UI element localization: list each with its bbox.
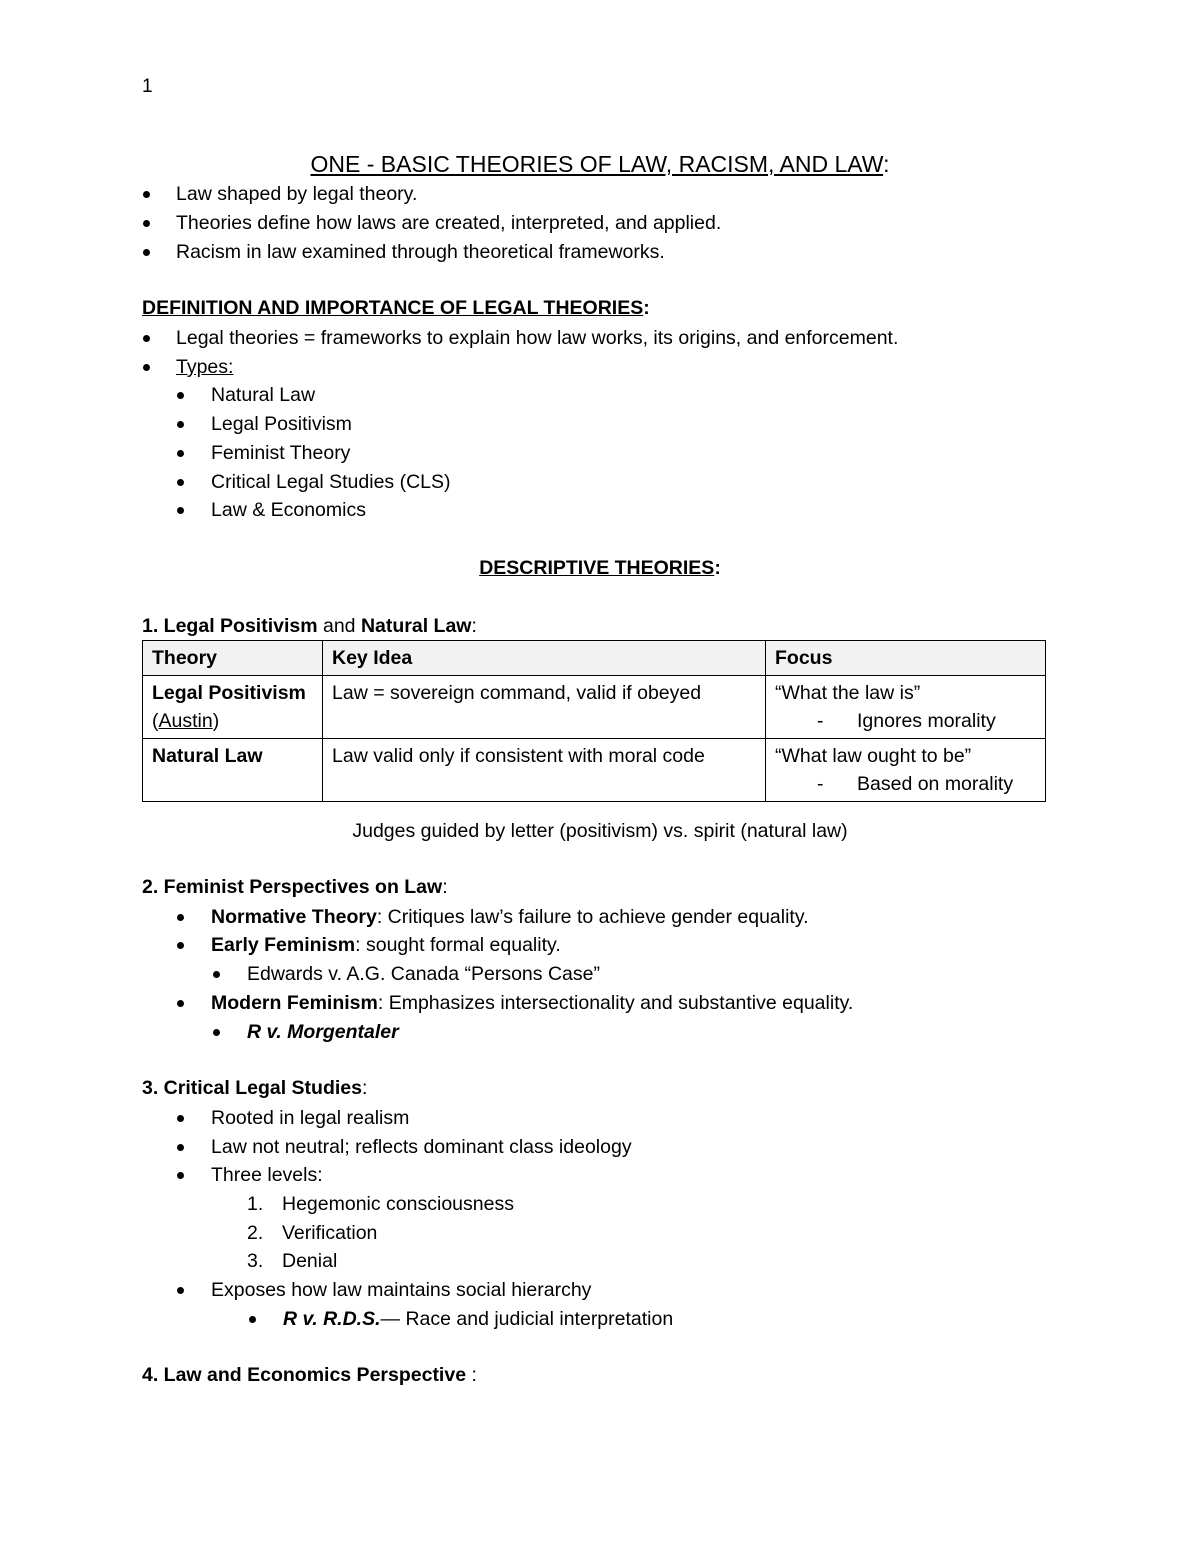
section2-heading-text: 2. Feminist Perspectives on Law (142, 876, 443, 898)
definition-bullet: Legal theories = frameworks to explain how law works, its origins, and enforcement. (176, 327, 899, 349)
level-number: 2. (247, 1222, 264, 1244)
intro-bullet: Racism in law examined through theoretical frameworks. (176, 241, 665, 263)
bullet-icon (177, 1115, 184, 1122)
page-number: 1 (142, 76, 153, 97)
table-row (143, 676, 1046, 739)
focus-text: “What law ought to be” (775, 745, 972, 767)
bullet-icon (213, 971, 220, 978)
bullet-icon (249, 1316, 256, 1323)
cls-item: Exposes how law maintains social hierarchy (211, 1279, 592, 1301)
focus-sub-item: - Ignores morality (817, 710, 996, 732)
bullet-icon (177, 479, 184, 486)
section2-heading: 2. Feminist Perspectives on Law: (142, 876, 448, 898)
section1-heading-part: and (317, 615, 361, 637)
level-item: Hegemonic consciousness (282, 1193, 514, 1215)
feminism-term: Modern Feminism (211, 992, 378, 1014)
type-item: Legal Positivism (211, 413, 352, 435)
section1-heading: 1. Legal Positivism and Natural Law: (142, 615, 477, 637)
section1-heading-part: 1. Legal Positivism (142, 615, 318, 637)
section4-suffix: : (466, 1364, 477, 1386)
cls-item: Rooted in legal realism (211, 1107, 410, 1129)
table-header-cell: Focus (766, 641, 1046, 676)
table-header-row (143, 641, 1046, 676)
theory-name: Legal Positivism (152, 682, 306, 704)
case-text: — Race and judicial interpretation (380, 1308, 674, 1330)
focus-sub-text: Based on morality (857, 773, 1014, 795)
type-item: Critical Legal Studies (CLS) (211, 471, 451, 493)
section4-heading-text: 4. Law and Economics Perspective (142, 1364, 467, 1386)
bullet-icon (177, 1000, 184, 1007)
type-item: Natural Law (211, 384, 316, 406)
bullet-icon (177, 450, 184, 457)
bullet-icon (177, 914, 184, 921)
bullet-icon (177, 942, 184, 949)
bullet-icon (177, 392, 184, 399)
feminism-item (211, 908, 809, 928)
section1-heading-part: Natural Law (360, 615, 472, 637)
case-item: Edwards v. A.G. Canada “Persons Case” (247, 963, 600, 985)
intro-bullet: Theories define how laws are created, interpreted, and applied. (176, 212, 722, 234)
theory-cell: Legal Positivism (Austin) (143, 676, 323, 739)
feminism-text: : Emphasizes intersectionality and substantive equality. (377, 992, 854, 1014)
case-item (283, 1310, 673, 1330)
feminism-text: : Critiques law’s failure to achieve gender equality. (376, 906, 809, 928)
bullet-icon (177, 1172, 184, 1179)
feminism-term: Early Feminism (211, 934, 356, 956)
definition-heading-text: DEFINITION AND IMPORTANCE OF LEGAL THEORIES (142, 297, 644, 319)
case-item: R v. Morgentaler (247, 1021, 399, 1043)
section4-heading (142, 1366, 477, 1386)
feminism-item (211, 936, 561, 956)
title-text: ONE - BASIC THEORIES OF LAW, RACISM, AND LAW (310, 151, 884, 177)
theories-table (142, 640, 1046, 802)
theory-author: Austin (158, 710, 213, 732)
bullet-icon (177, 1144, 184, 1151)
descriptive-heading-text: DESCRIPTIVE THEORIES (479, 557, 715, 579)
type-item: Law & Economics (211, 499, 366, 521)
type-item: Feminist Theory (211, 442, 351, 464)
intro-bullet: Law shaped by legal theory. (176, 183, 418, 205)
definition-heading: DEFINITION AND IMPORTANCE OF LEGAL THEORIES: (142, 297, 650, 319)
section3-heading-text: 3. Critical Legal Studies (142, 1077, 362, 1099)
feminism-item (211, 994, 853, 1014)
table-row (143, 739, 1046, 802)
types-label: Types: (176, 356, 234, 378)
case-name: R v. R.D.S. (283, 1308, 381, 1330)
focus-sub-item: - Based on morality (817, 773, 1014, 795)
document-title: ONE - BASIC THEORIES OF LAW, RACISM, AND LAW: (310, 151, 890, 177)
bullet-icon (143, 364, 150, 371)
section3-heading: 3. Critical Legal Studies: (142, 1077, 368, 1099)
cls-item: Three levels: (211, 1164, 323, 1186)
bullet-icon (143, 249, 150, 256)
key-idea-cell: Law = sovereign command, valid if obeyed (323, 676, 766, 739)
focus-sub-text: Ignores morality (857, 710, 996, 732)
bullet-icon (177, 507, 184, 514)
level-number: 3. (247, 1250, 264, 1272)
bullet-icon (213, 1029, 220, 1036)
section1-summary: Judges guided by letter (positivism) vs. spirit (natural law) (352, 820, 848, 842)
level-number: 1. (247, 1193, 264, 1215)
bullet-icon (143, 335, 150, 342)
feminism-term: Normative Theory (211, 906, 377, 928)
cls-item: Law not neutral; reflects dominant class ideology (211, 1136, 632, 1158)
bullet-icon (143, 220, 150, 227)
bullet-icon (177, 421, 184, 428)
descriptive-heading: DESCRIPTIVE THEORIES: (479, 557, 721, 579)
table-header-cell: Theory (143, 641, 323, 676)
focus-cell (766, 676, 1046, 739)
focus-cell (766, 739, 1046, 802)
feminism-text: : sought formal equality. (355, 934, 561, 956)
bullet-icon (177, 1287, 184, 1294)
theory-cell: Natural Law (143, 739, 323, 802)
table-header-cell: Key Idea (323, 641, 766, 676)
focus-text: “What the law is” (775, 682, 921, 704)
bullet-icon (143, 191, 150, 198)
level-item: Denial (282, 1250, 338, 1272)
key-idea-cell: Law valid only if consistent with moral code (323, 739, 766, 802)
level-item: Verification (282, 1222, 378, 1244)
